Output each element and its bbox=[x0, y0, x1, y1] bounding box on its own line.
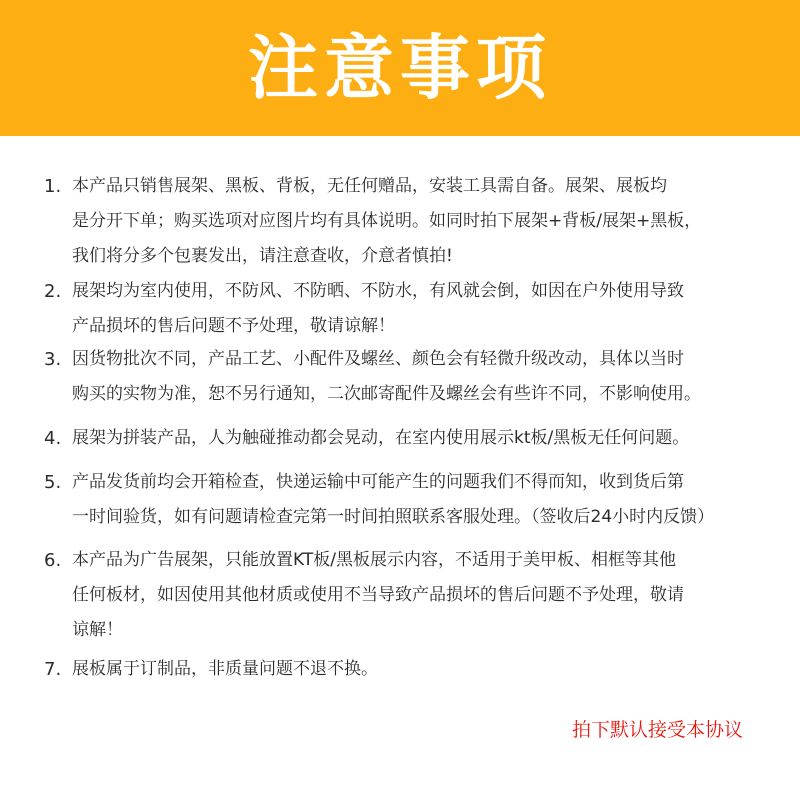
text-line: 展架为拼装产品，人为触碰推动都会晃动，在室内使用展示kt板/黑板无任何问题。 bbox=[72, 428, 690, 448]
item-text bbox=[72, 169, 794, 274]
agreement-note: 拍下默认接受本协议 bbox=[571, 719, 743, 741]
item-text bbox=[72, 543, 794, 648]
page-title: 注意事项 bbox=[248, 27, 552, 109]
text-line: 任何板材，如因使用其他材质或使用不当导致产品损坏的售后问题不予处理，敬请 bbox=[72, 585, 684, 605]
text-line: 产品发货前均会开箱检查，快递运输中可能产生的问题我们不得而知，收到货后第 bbox=[72, 472, 684, 492]
text-line: 本产品只销售展架、黑板、背板，无任何赠品，安装工具需自备。展架、展板均 bbox=[72, 176, 667, 196]
text-line: 是分开下单；购买选项对应图片均有具体说明。如同时拍下展架+背板/展架+黑板， bbox=[72, 211, 702, 231]
item-number: 3. bbox=[44, 349, 62, 370]
item-number: 7. bbox=[44, 659, 62, 680]
item-number: 4. bbox=[44, 428, 62, 449]
text-line: 展板属于订制品，非质量问题不退不换。 bbox=[72, 659, 378, 679]
item-number: 1. bbox=[44, 176, 62, 197]
text-line: 一时间验货，如有问题请检查完第一时间拍照联系客服处理。（签收后24小时内反馈） bbox=[72, 507, 715, 527]
text-line: 产品损坏的售后问题不予处理，敬请谅解！ bbox=[72, 316, 395, 336]
item-text bbox=[72, 465, 794, 535]
item-number: 6. bbox=[44, 550, 62, 571]
text-line: 购买的实物为准，恕不另行通知，二次邮寄配件及螺丝会有些许不同，不影响使用。 bbox=[72, 384, 701, 404]
item-number: 2. bbox=[44, 281, 62, 302]
text-line: 展架均为室内使用，不防风、不防晒、不防水，有风就会倒，如因在户外使用导致 bbox=[72, 281, 684, 301]
text-line: 本产品为广告展架，只能放置KT板/黑板展示内容，不适用于美甲板、相框等其他 bbox=[72, 550, 676, 570]
item-text bbox=[72, 342, 794, 412]
text-line: 我们将分多个包裹发出，请注意查收，介意者慎拍! bbox=[72, 246, 453, 266]
item-number: 5. bbox=[44, 472, 62, 493]
text-line: 因货物批次不同，产品工艺、小配件及螺丝、颜色会有轻微升级改动，具体以当时 bbox=[72, 349, 684, 369]
text-line: 谅解！ bbox=[72, 620, 123, 640]
item-text bbox=[72, 274, 794, 344]
item-text bbox=[72, 421, 794, 456]
item-text bbox=[72, 652, 794, 687]
